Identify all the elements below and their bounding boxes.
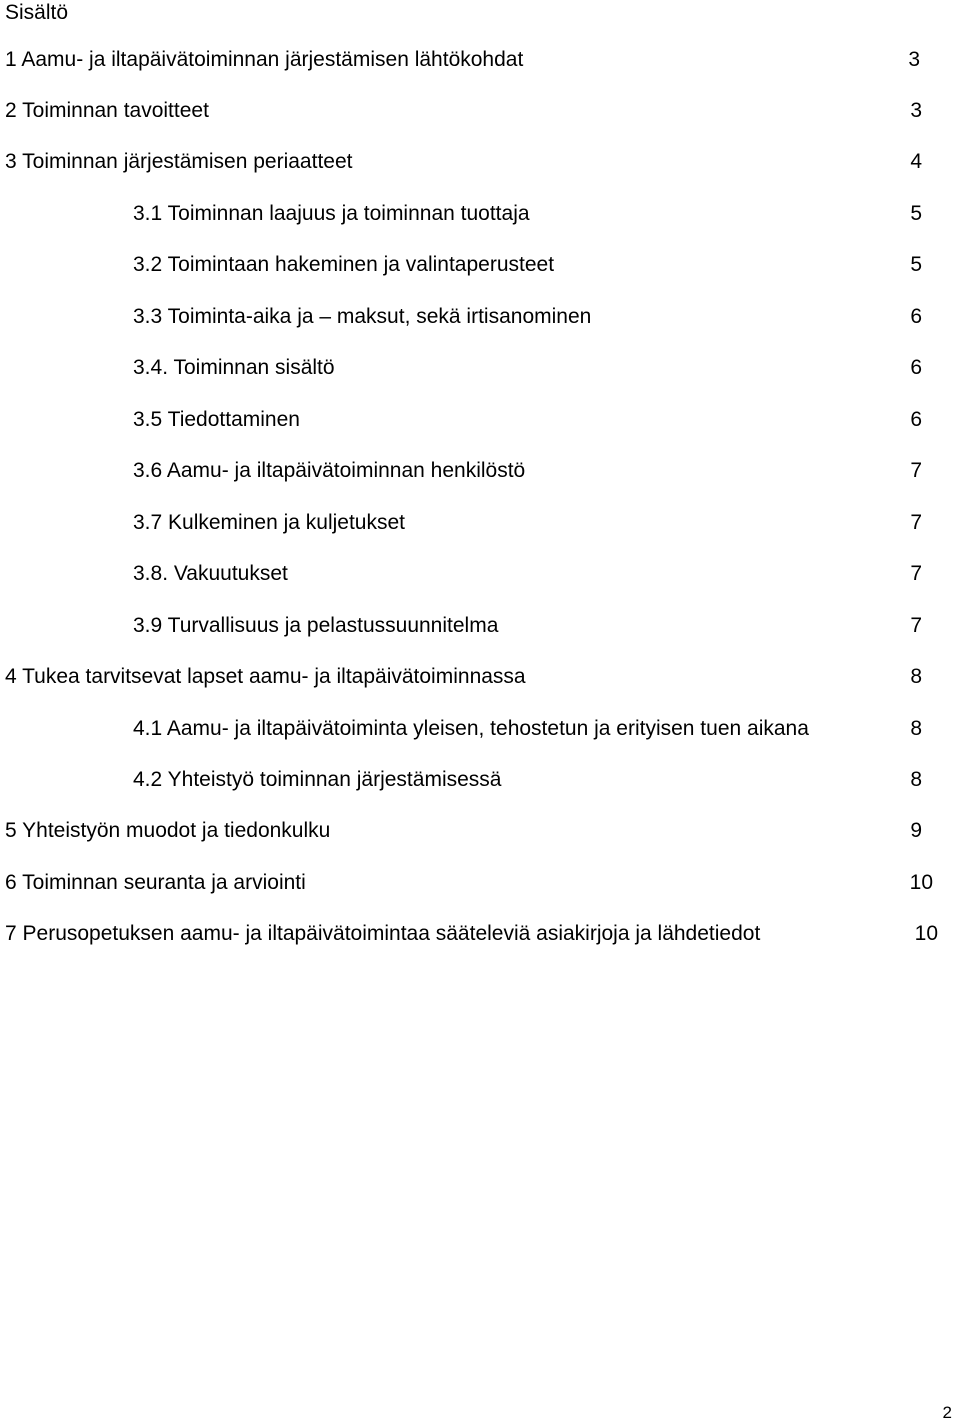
toc-entry-page: 6 <box>910 408 922 431</box>
toc-entry <box>133 304 922 330</box>
toc-entry-page: 5 <box>910 202 922 225</box>
toc-entry-label: 3.8. Vakuutukset <box>133 562 288 585</box>
toc-entry-page: 7 <box>910 511 922 534</box>
toc-entry-label: 4.1 Aamu- ja iltapäivätoiminta yleisen, tehostetun ja erityisen tuen aikana <box>133 717 809 740</box>
toc-entry-page: 5 <box>910 253 922 276</box>
toc-entry <box>133 716 922 742</box>
toc-entry-page: 10 <box>909 871 933 894</box>
toc-entry-label: 3.4. Toiminnan sisältö <box>133 356 335 379</box>
toc-entry-label: 2 Toiminnan tavoitteet <box>5 99 209 122</box>
toc-entry-page: 7 <box>910 459 922 482</box>
toc-entry-label: 3.6 Aamu- ja iltapäivätoiminnan henkilöstö <box>133 459 526 482</box>
toc-entry-label: 4.2 Yhteistyö toiminnan järjestämisessä <box>133 768 502 791</box>
toc-entry-page: 8 <box>910 768 922 791</box>
page-number: 2 <box>942 1403 952 1422</box>
toc-entry-label: 4 Tukea tarvitsevat lapset aamu- ja iltapäivätoiminnassa <box>5 665 526 688</box>
toc-entry <box>5 664 922 690</box>
toc-entry <box>133 510 922 536</box>
toc-entry-label: 3.7 Kulkeminen ja kuljetukset <box>133 511 405 534</box>
toc-entry-page: 4 <box>910 150 922 173</box>
toc-entry-page: 3 <box>910 99 922 122</box>
toc-entry <box>133 407 922 433</box>
toc-entry-label: 3 Toiminnan järjestämisen periaatteet <box>5 150 353 173</box>
toc-entry-label: 5 Yhteistyön muodot ja tiedonkulku <box>5 819 331 842</box>
toc-entry-label: 3.5 Tiedottaminen <box>133 408 300 431</box>
toc-entry-page: 8 <box>910 717 922 740</box>
toc-entry-page: 9 <box>910 819 922 842</box>
toc-entry <box>133 355 922 381</box>
toc-entry-page: 6 <box>910 356 922 379</box>
toc-entry-page: 3 <box>908 48 920 71</box>
toc-entry <box>5 98 922 124</box>
toc-entry-page: 7 <box>910 562 922 585</box>
toc-entry-page: 8 <box>910 665 922 688</box>
toc-entry-label: 1 Aamu- ja iltapäivätoiminnan järjestämisen lähtökohdat <box>5 48 524 71</box>
toc-entry <box>5 921 938 947</box>
toc-entry <box>133 613 922 639</box>
toc-entry-page: 7 <box>910 614 922 637</box>
toc-entry <box>5 818 922 844</box>
toc-entry-page: 10 <box>914 922 938 945</box>
toc-entry <box>5 870 933 896</box>
toc-entry <box>133 767 922 793</box>
toc-entry <box>133 201 922 227</box>
toc-entry <box>133 458 922 484</box>
toc-entry-label: 7 Perusopetuksen aamu- ja iltapäivätoimintaa sääteleviä asiakirjoja ja lähdetiedot <box>5 922 761 945</box>
toc-entry <box>133 252 922 278</box>
toc-entry <box>5 149 922 175</box>
toc-entry-label: 3.1 Toiminnan laajuus ja toiminnan tuottaja <box>133 202 530 225</box>
toc-title: Sisältö <box>5 1 69 24</box>
toc-entry <box>133 561 922 587</box>
toc-entry-label: 3.2 Toimintaan hakeminen ja valintaperusteet <box>133 253 555 276</box>
toc-entry-page: 6 <box>910 305 922 328</box>
toc-entry-label: 3.9 Turvallisuus ja pelastussuunnitelma <box>133 614 499 637</box>
toc-entry-label: 6 Toiminnan seuranta ja arviointi <box>5 871 306 894</box>
toc-entry <box>5 47 920 73</box>
toc-entry-label: 3.3 Toiminta-aika ja – maksut, sekä irtisanominen <box>133 305 592 328</box>
